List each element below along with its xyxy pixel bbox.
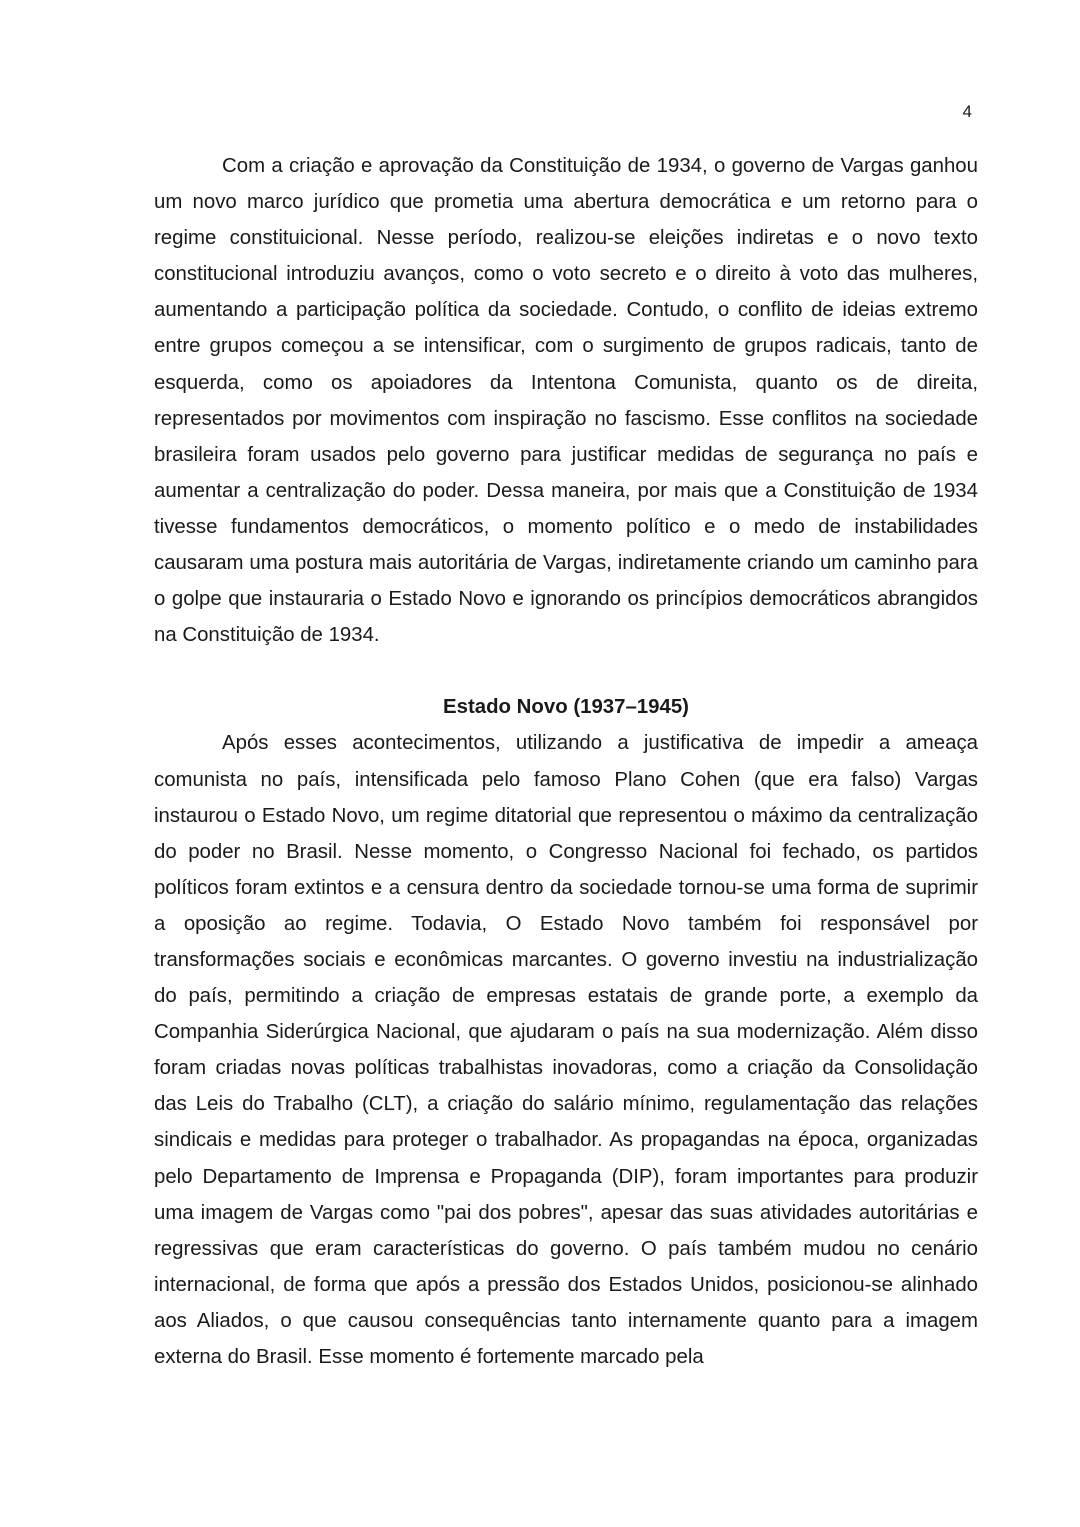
paragraph-constituicao-1934: Com a criação e aprovação da Constituição de 1934, o governo de Vargas ganhou um novo marco jurídico que prometia uma abertura democrática e um retorno para o regime constituicional. Nesse período, realizou-se eleições indiretas e o novo texto constitucional introduziu avanços, como o voto secreto e o direito à voto das mulheres, aumentando a participação política da sociedade. Contudo, o conflito de ideias extremo entre grupos começou a se intensificar, com o surgimento de grupos radicais, tanto de esquerda, como os apoiadores da Intentona Comunista, quanto os de direita, representados por movimentos com inspiração no fascismo. Esse conflitos na sociedade brasileira foram usados pelo governo para justificar medidas de segurança no país e aumentar a centralização do poder. Dessa maneira, por mais que a Constituição de 1934 tivesse fundamentos democráticos, o momento político e o medo de instabilidades causaram uma postura mais autoritária de Vargas, indiretamente criando um caminho para o golpe que instauraria o Estado Novo e ignorando os princípios democráticos abrangidos na Constituição de 1934. <box>154 155 978 647</box>
paragraph-estado-novo: Após esses acontecimentos, utilizando a justificativa de impedir a ameaça comunista no país, intensificada pelo famoso Plano Cohen (que era falso) Vargas instaurou o Estado Novo, um regime ditatorial que representou o máximo da centralização do poder no Brasil. Nesse momento, o Congresso Nacional foi fechado, os partidos políticos foram extintos e a censura dentro da sociedade tornou-se uma forma de suprimir a oposição ao regime. Todavia, O Estado Novo também foi responsável por transformações sociais e econômicas marcantes. O governo investiu na industrialização do país, permitindo a criação de empresas estatais de grande porte, a exemplo da Companhia Siderúrgica Nacional, que ajudaram o país na sua modernização. Além disso foram criadas novas políticas trabalhistas inovadoras, como a criação da Consolidação das Leis do Trabalho (CLT), a criação do salário mínimo, regulamentação das relações sindicais e medidas para proteger o trabalhador. As propagandas na época, organizadas pelo Departamento de Imprensa e Propaganda (DIP), foram importantes para produzir uma imagem de Vargas como "pai dos pobres", apesar das suas atividades autoritárias e regressivas que eram características do governo. O país também mudou no cenário internacional, de forma que após a pressão dos Estados Unidos, posicionou-se alinhado aos Aliados, o que causou consequências tanto internamente quanto para a imagem externa do Brasil. Esse momento é fortemente marcado pela <box>154 732 978 1368</box>
page-number: 4 <box>962 102 972 121</box>
section-heading-estado-novo: Estado Novo (1937–1945) <box>443 696 689 719</box>
document-body <box>154 148 978 1375</box>
